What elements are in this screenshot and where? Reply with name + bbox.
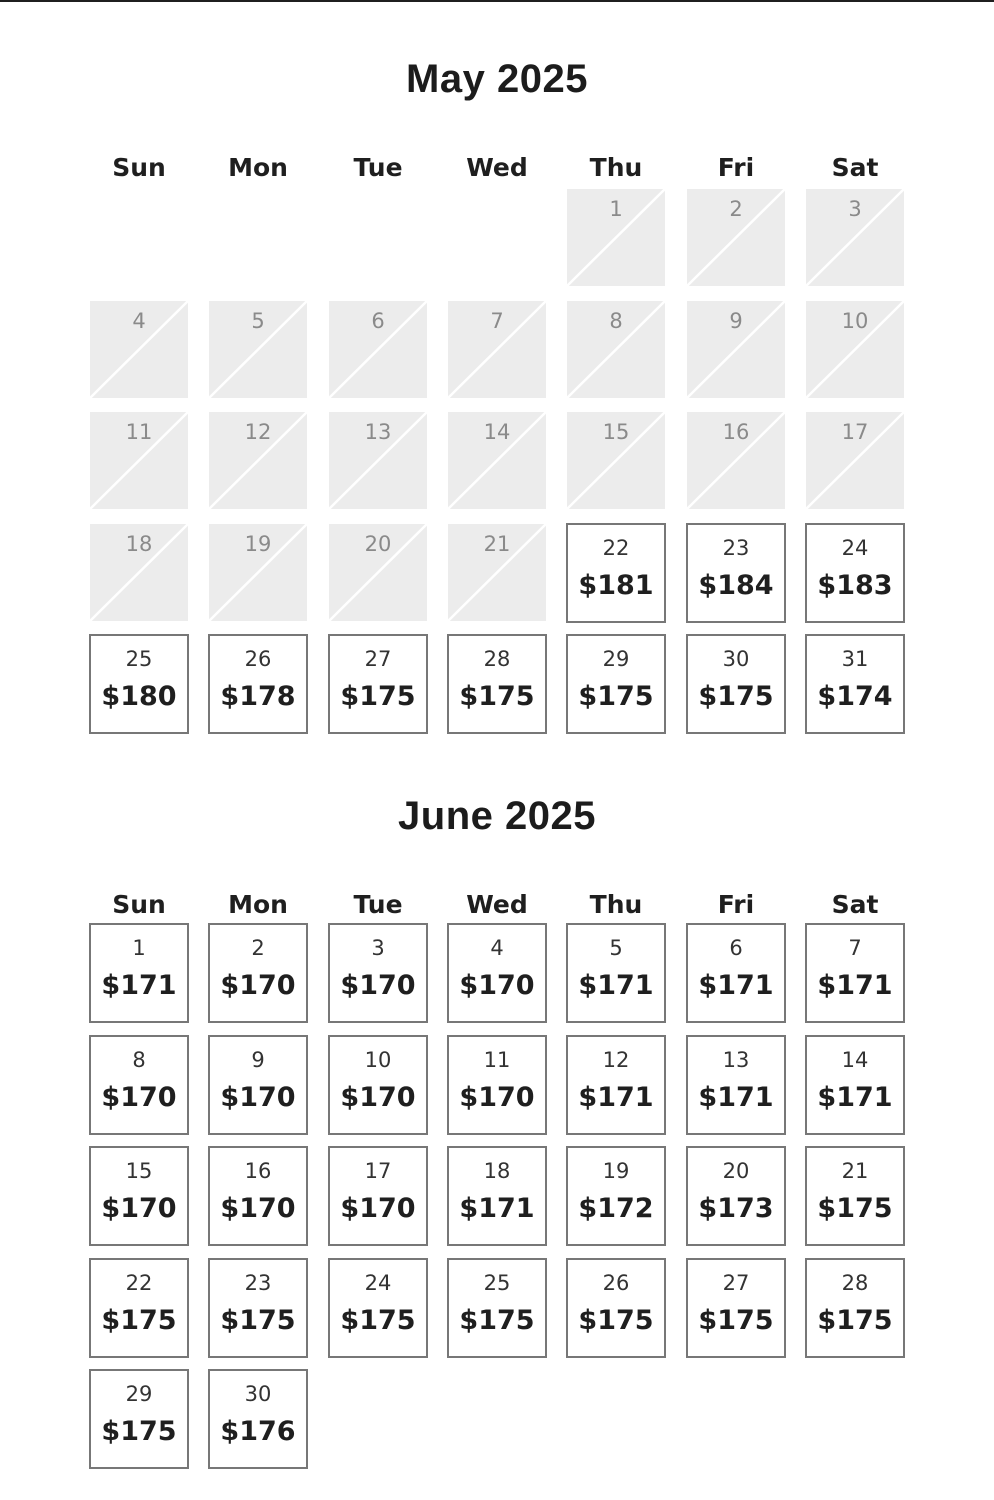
day-cell-may-27[interactable]: [328, 634, 428, 734]
day-number: 22: [125, 1271, 153, 1295]
day-number: 5: [251, 309, 265, 333]
day-number: 26: [244, 647, 272, 671]
weekday-label-sat: Sat: [831, 153, 879, 182]
day-price: $183: [817, 570, 893, 601]
weekday-label-thu: Thu: [589, 153, 643, 182]
day-number: 12: [244, 420, 272, 444]
day-cell-unavailable-may-17: [806, 412, 904, 509]
day-cell-june-14[interactable]: [805, 1035, 905, 1135]
day-price: $176: [220, 1416, 296, 1447]
weekday-label-tue: Tue: [353, 153, 403, 182]
day-cell-june-8[interactable]: [89, 1035, 189, 1135]
day-price: $178: [220, 681, 296, 712]
weekday-label-wed: Wed: [466, 890, 528, 919]
day-price: $181: [578, 570, 654, 601]
day-cell-june-17[interactable]: [328, 1146, 428, 1246]
day-price: $175: [817, 1193, 893, 1224]
day-cell-june-3[interactable]: [328, 923, 428, 1023]
day-price: $171: [817, 970, 893, 1001]
day-cell-unavailable-may-9: [687, 301, 785, 398]
day-number: 5: [609, 936, 623, 960]
day-number: 18: [483, 1159, 511, 1183]
day-number: 17: [364, 1159, 392, 1183]
day-price: $175: [101, 1416, 177, 1447]
day-number: 7: [848, 936, 862, 960]
day-price: $174: [817, 681, 893, 712]
day-cell-june-21[interactable]: [805, 1146, 905, 1246]
day-price: $170: [220, 1193, 296, 1224]
day-cell-may-23[interactable]: [686, 523, 786, 623]
day-number: 19: [602, 1159, 630, 1183]
day-price: $175: [817, 1305, 893, 1336]
day-number: 12: [602, 1048, 630, 1072]
day-cell-unavailable-may-16: [687, 412, 785, 509]
day-cell-may-22[interactable]: [566, 523, 666, 623]
day-number: 9: [729, 309, 743, 333]
day-number: 27: [722, 1271, 750, 1295]
day-number: 9: [251, 1048, 265, 1072]
weekday-label-tue: Tue: [353, 890, 403, 919]
day-cell-june-10[interactable]: [328, 1035, 428, 1135]
day-number: 24: [364, 1271, 392, 1295]
day-price: $175: [340, 681, 416, 712]
day-cell-june-27[interactable]: [686, 1258, 786, 1358]
day-cell-may-31[interactable]: [805, 634, 905, 734]
day-number: 28: [841, 1271, 869, 1295]
day-price: $171: [698, 970, 774, 1001]
day-number: 30: [244, 1382, 272, 1406]
day-number: 21: [483, 532, 511, 556]
day-price: $175: [340, 1305, 416, 1336]
day-cell-june-12[interactable]: [566, 1035, 666, 1135]
day-cell-unavailable-may-4: [90, 301, 188, 398]
day-cell-june-19[interactable]: [566, 1146, 666, 1246]
day-number: 25: [483, 1271, 511, 1295]
day-price: $170: [101, 1193, 177, 1224]
weekday-label-thu: Thu: [589, 890, 643, 919]
day-cell-june-23[interactable]: [208, 1258, 308, 1358]
day-number: 14: [483, 420, 511, 444]
day-number: 4: [132, 309, 146, 333]
day-price: $170: [220, 970, 296, 1001]
day-cell-june-6[interactable]: [686, 923, 786, 1023]
weekday-label-fri: Fri: [717, 153, 755, 182]
day-number: 20: [722, 1159, 750, 1183]
day-price: $170: [340, 970, 416, 1001]
day-price: $175: [698, 1305, 774, 1336]
day-cell-unavailable-may-2: [687, 189, 785, 286]
day-cell-unavailable-may-19: [209, 524, 307, 621]
day-number: 10: [841, 309, 869, 333]
day-number: 24: [841, 536, 869, 560]
day-cell-unavailable-may-11: [90, 412, 188, 509]
day-price: $173: [698, 1193, 774, 1224]
day-price: $170: [459, 1082, 535, 1113]
day-number: 29: [602, 647, 630, 671]
day-number: 22: [602, 536, 630, 560]
day-price: $180: [101, 681, 177, 712]
day-number: 15: [125, 1159, 153, 1183]
day-cell-unavailable-may-13: [329, 412, 427, 509]
day-price: $171: [817, 1082, 893, 1113]
day-number: 3: [371, 936, 385, 960]
day-number: 2: [729, 197, 743, 221]
day-number: 23: [722, 536, 750, 560]
day-cell-june-20[interactable]: [686, 1146, 786, 1246]
day-number: 6: [729, 936, 743, 960]
day-number: 16: [244, 1159, 272, 1183]
weekday-label-fri: Fri: [717, 890, 755, 919]
day-price: $175: [459, 681, 535, 712]
day-number: 10: [364, 1048, 392, 1072]
day-number: 8: [132, 1048, 146, 1072]
day-price: $175: [578, 1305, 654, 1336]
day-cell-unavailable-may-20: [329, 524, 427, 621]
day-cell-june-25[interactable]: [447, 1258, 547, 1358]
day-number: 26: [602, 1271, 630, 1295]
weekday-label-wed: Wed: [466, 153, 528, 182]
day-cell-unavailable-may-18: [90, 524, 188, 621]
day-price: $175: [578, 681, 654, 712]
day-number: 16: [722, 420, 750, 444]
day-cell-unavailable-may-6: [329, 301, 427, 398]
day-price: $170: [220, 1082, 296, 1113]
day-price: $175: [698, 681, 774, 712]
day-number: 18: [125, 532, 153, 556]
day-cell-unavailable-may-8: [567, 301, 665, 398]
day-price: $171: [459, 1193, 535, 1224]
day-number: 1: [609, 197, 623, 221]
day-price: $170: [340, 1082, 416, 1113]
day-cell-june-18[interactable]: [447, 1146, 547, 1246]
day-number: 13: [364, 420, 392, 444]
day-cell-june-28[interactable]: [805, 1258, 905, 1358]
day-cell-june-30[interactable]: [208, 1369, 308, 1469]
day-number: 3: [848, 197, 862, 221]
day-cell-june-26[interactable]: [566, 1258, 666, 1358]
day-number: 27: [364, 647, 392, 671]
day-price: $170: [340, 1193, 416, 1224]
day-number: 2: [251, 936, 265, 960]
day-cell-june-7[interactable]: [805, 923, 905, 1023]
day-cell-unavailable-may-14: [448, 412, 546, 509]
day-cell-may-28[interactable]: [447, 634, 547, 734]
month-title-june: June 2025: [398, 794, 596, 838]
day-cell-may-26[interactable]: [208, 634, 308, 734]
day-number: 21: [841, 1159, 869, 1183]
day-cell-may-24[interactable]: [805, 523, 905, 623]
day-price: $175: [101, 1305, 177, 1336]
day-number: 17: [841, 420, 869, 444]
day-cell-may-29[interactable]: [566, 634, 666, 734]
day-number: 11: [483, 1048, 511, 1072]
day-cell-unavailable-may-5: [209, 301, 307, 398]
day-cell-june-9[interactable]: [208, 1035, 308, 1135]
day-price: $171: [578, 1082, 654, 1113]
day-number: 13: [722, 1048, 750, 1072]
day-cell-june-24[interactable]: [328, 1258, 428, 1358]
day-cell-june-5[interactable]: [566, 923, 666, 1023]
day-number: 6: [371, 309, 385, 333]
weekday-label-mon: Mon: [228, 153, 288, 182]
day-number: 14: [841, 1048, 869, 1072]
day-number: 29: [125, 1382, 153, 1406]
day-number: 15: [602, 420, 630, 444]
day-cell-unavailable-may-3: [806, 189, 904, 286]
day-cell-june-13[interactable]: [686, 1035, 786, 1135]
day-cell-unavailable-may-15: [567, 412, 665, 509]
day-cell-june-4[interactable]: [447, 923, 547, 1023]
weekday-label-mon: Mon: [228, 890, 288, 919]
day-number: 25: [125, 647, 153, 671]
day-price: $175: [459, 1305, 535, 1336]
day-price: $184: [698, 570, 774, 601]
day-cell-may-25[interactable]: [89, 634, 189, 734]
weekday-label-sat: Sat: [831, 890, 879, 919]
day-cell-unavailable-may-21: [448, 524, 546, 621]
day-cell-june-15[interactable]: [89, 1146, 189, 1246]
day-cell-may-30[interactable]: [686, 634, 786, 734]
day-number: 31: [841, 647, 869, 671]
month-title-may: May 2025: [406, 57, 588, 101]
day-price: $175: [220, 1305, 296, 1336]
day-price: $171: [698, 1082, 774, 1113]
day-cell-june-16[interactable]: [208, 1146, 308, 1246]
day-number: 1: [132, 936, 146, 960]
day-cell-june-1[interactable]: [89, 923, 189, 1023]
weekday-label-sun: Sun: [112, 890, 166, 919]
day-number: 20: [364, 532, 392, 556]
day-cell-unavailable-may-10: [806, 301, 904, 398]
day-number: 23: [244, 1271, 272, 1295]
day-number: 8: [609, 309, 623, 333]
weekday-label-sun: Sun: [112, 153, 166, 182]
day-cell-june-29[interactable]: [89, 1369, 189, 1469]
day-number: 4: [490, 936, 504, 960]
day-price: $172: [578, 1193, 654, 1224]
day-cell-unavailable-may-7: [448, 301, 546, 398]
top-divider: [0, 0, 994, 2]
day-cell-june-22[interactable]: [89, 1258, 189, 1358]
day-number: 7: [490, 309, 504, 333]
day-price: $170: [101, 1082, 177, 1113]
day-cell-june-11[interactable]: [447, 1035, 547, 1135]
day-number: 19: [244, 532, 272, 556]
day-price: $171: [578, 970, 654, 1001]
day-cell-june-2[interactable]: [208, 923, 308, 1023]
day-cell-unavailable-may-12: [209, 412, 307, 509]
day-price: $171: [101, 970, 177, 1001]
day-number: 11: [125, 420, 153, 444]
day-price: $170: [459, 970, 535, 1001]
day-number: 30: [722, 647, 750, 671]
day-cell-unavailable-may-1: [567, 189, 665, 286]
day-number: 28: [483, 647, 511, 671]
